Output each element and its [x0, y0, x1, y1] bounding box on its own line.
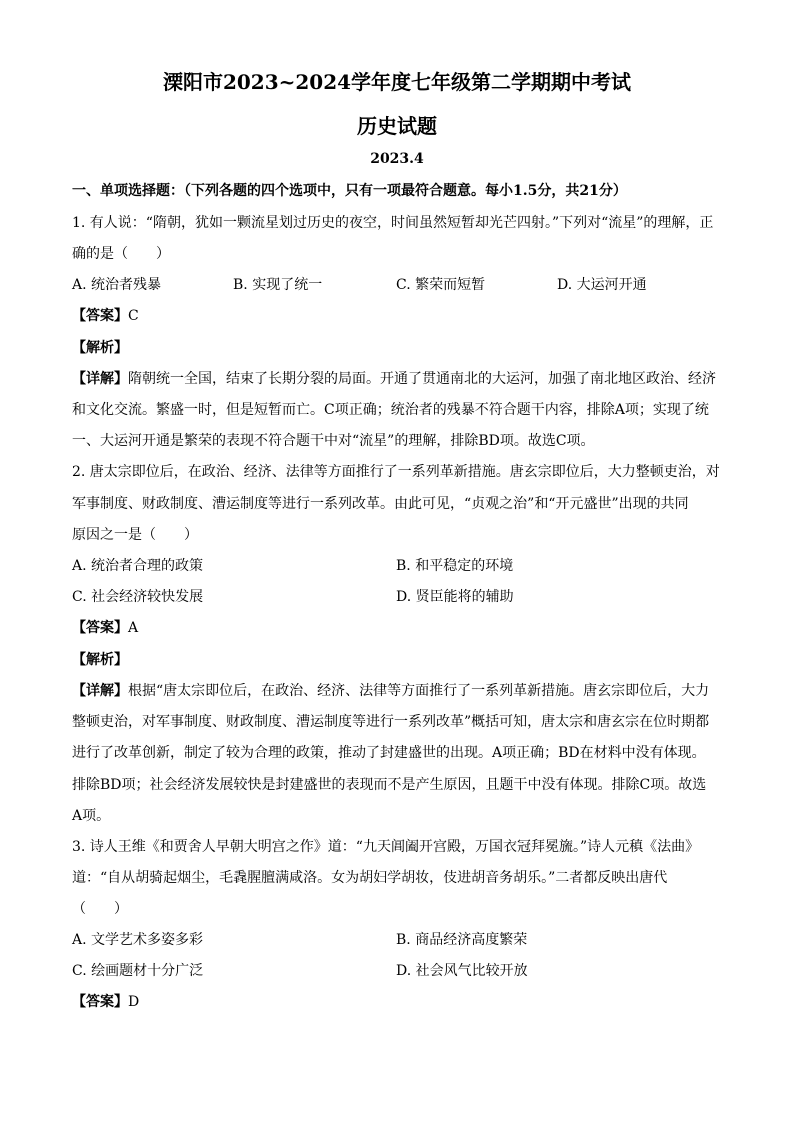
detail-tag: 【详解】 [72, 371, 128, 387]
q3-option-c: C. 绘画题材十分广泛 [72, 963, 204, 979]
q3-stem-line3: （ ） [72, 901, 128, 917]
q2-option-c: C. 社会经济较快发展 [72, 589, 204, 605]
q3-option-b: B. 商品经济高度繁荣 [396, 932, 528, 948]
q2-stem-line3: 原因之一是（ ） [72, 527, 198, 543]
q1-answer [72, 307, 139, 325]
q2-detail-line4: 排除BD项；社会经济发展较快是封建盛世的表现而不是产生原因，且题干中没有体现。排除C项。故选 [72, 777, 707, 793]
section-heading: 一、单项选择题：（下列各题的四个选项中，只有一项最符合题意。每小1.5分，共21分） [72, 183, 627, 199]
detail-tag: 【详解】 [72, 683, 128, 699]
answer-tag: 【答案】 [72, 994, 128, 1010]
q3-option-a: A. 文学艺术多姿多彩 [72, 932, 204, 948]
q1-stem-line1: 1. 有人说：“隋朝，犹如一颗流星划过历史的夜空，时间虽然短暂却光芒四射。”下列对“流星”的理解，正 [72, 215, 714, 231]
q2-detail-line5: A项。 [72, 808, 111, 824]
q1-detail-line3: 一、大运河开通是繁荣的表现不符合题干中对“流星”的理解，排除BD项。故选C项。 [72, 433, 595, 449]
q2-stem-line2: 军事制度、财政制度、漕运制度等进行一系列改革。由此可见，“贞观之治”和“开元盛世”出现的共同 [72, 496, 689, 512]
answer-tag: 【答案】 [72, 620, 128, 636]
q2-detail-line1 [72, 682, 709, 700]
q1-option-b: B. 实现了统一 [233, 277, 323, 293]
q2-answer [72, 619, 138, 637]
q1-detail-line2: 和文化交流。繁盛一时，但是短暂而亡。C项正确；统治者的残暴不符合题干内容，排除A项；实现了统 [72, 402, 709, 418]
q1-option-c: C. 繁荣而短暂 [396, 277, 486, 293]
q3-option-d: D. 社会风气比较开放 [396, 963, 528, 979]
detail-text: 根据“唐太宗即位后，在政治、经济、法律等方面推行了一系列革新措施。唐玄宗即位后，大力 [128, 683, 710, 699]
exam-subtitle: 历史试题 [357, 114, 437, 138]
exam-title: 溧阳市2023~2024学年度七年级第二学期期中考试 [162, 70, 632, 94]
q2-analysis-tag: 【解析】 [72, 652, 128, 668]
q1-analysis-tag: 【解析】 [72, 340, 128, 356]
q2-detail-line2: 整顿吏治，对军事制度、财政制度、漕运制度等进行一系列改革”概括可知，唐太宗和唐玄宗在位时期都 [72, 714, 710, 730]
q1-option-d: D. 大运河开通 [557, 277, 647, 293]
q2-option-a: A. 统治者合理的政策 [72, 558, 204, 574]
detail-text: 隋朝统一全国，结束了长期分裂的局面。开通了贯通南北的大运河，加强了南北地区政治、经济 [128, 371, 716, 387]
answer-value: A [128, 620, 139, 636]
q3-answer [72, 993, 139, 1011]
q1-detail-line1 [72, 370, 716, 388]
answer-tag: 【答案】 [72, 308, 128, 324]
q2-detail-line3: 进行了改革创新，制定了较为合理的政策，推动了封建盛世的出现。A项正确；BD在材料中没有体现。 [72, 745, 706, 761]
q1-stem-line2: 确的是（ ） [72, 246, 170, 262]
answer-value: D [128, 994, 140, 1010]
q1-option-a: A. 统治者残暴 [72, 277, 162, 293]
answer-value: C [128, 308, 139, 324]
q3-stem-line1: 3. 诗人王维《和贾舍人早朝大明宫之作》道：“九天阊阖开宫殿，万国衣冠拜冕旒。”诗人元稹《法曲》 [72, 839, 700, 855]
q3-stem-line2: 道：“自从胡骑起烟尘，毛毳腥膻满咸洛。女为胡妇学胡妆，伎进胡音务胡乐。”二者都反映出唐代 [72, 870, 668, 886]
exam-date: 2023.4 [370, 151, 424, 167]
q2-stem-line1: 2. 唐太宗即位后，在政治、经济、法律等方面推行了一系列革新措施。唐玄宗即位后，大力整顿吏治，对 [72, 464, 720, 480]
q2-option-d: D. 贤臣能将的辅助 [396, 589, 514, 605]
q2-option-b: B. 和平稳定的环境 [396, 558, 514, 574]
